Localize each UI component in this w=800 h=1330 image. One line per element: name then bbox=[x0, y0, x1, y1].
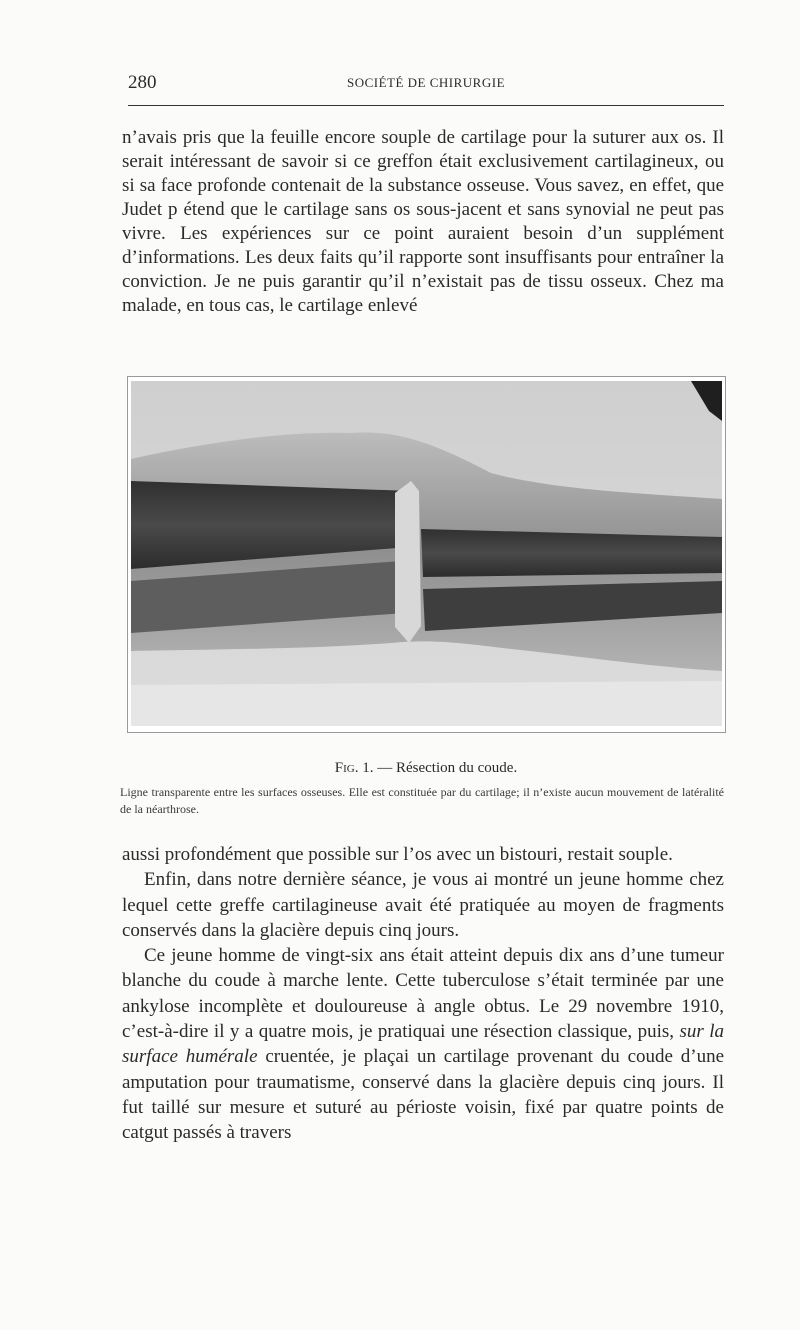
figure-label: Fig. 1. bbox=[334, 760, 374, 776]
paragraph-3 bbox=[122, 943, 724, 1145]
figure-caption bbox=[128, 760, 724, 777]
running-title: SOCIÉTÉ DE CHIRURGIE bbox=[346, 75, 506, 90]
paragraph-3-part-b: cruentée, je plaçai un cartilage provenant du coude d’une amputation pour traumatisme, conservé dans la glacière depuis cinq jours. Il fut taillé sur mesure et suturé au périoste voisin, fixé par quatre points de catgut passés à travers bbox=[122, 1046, 725, 1144]
body-text-bottom bbox=[122, 842, 724, 1146]
paragraph-3-italic: sur la surface humérale bbox=[122, 1021, 724, 1068]
figure-radiograph bbox=[127, 376, 726, 733]
running-header bbox=[128, 72, 724, 96]
figure-title: — Résection du coude. bbox=[377, 760, 518, 776]
page-number: 280 bbox=[128, 72, 157, 93]
paragraph-2: Enfin, dans notre dernière séance, je vous ai montré un jeune homme chez lequel cette greffe cartilagineuse avait été pratiquée au moyen de fragments conservés dans la glacière depuis cinq jours. bbox=[122, 869, 724, 941]
paragraph-continuation: aussi profondément que possible sur l’os avec un bistouri, restait souple. bbox=[122, 844, 673, 865]
body-paragraph-top: n’avais pris que la feuille encore souple de cartilage pour la suturer aux os. Il serait intéressant de savoir si ce greffon était exclusivement cartilagineux, ou si sa face profonde contenait de la substance osseuse. Vous savez, en effet, que Judet p étend que le cartilage sans os sous-jacent et sans synovial ne peut pas vivre. Les expériences sur ce point auraient besoin d’un supplément d’informations. Les deux faits qu’il rapporte sont insuffisants pour entraîner la conviction. Je ne puis garantir qu’il n’existait pas de tissu osseux. Chez ma malade, en tous cas, le cartilage enlevé bbox=[122, 127, 724, 316]
header-rule bbox=[128, 105, 724, 106]
paragraph-3-part-a: Ce jeune homme de vingt-six ans était atteint depuis dix ans d’une tumeur blanche du coude à marche lente. Cette tuberculose s’était terminée par une ankylose incomplète et douloureuse à angle obtus. Le 29 novembre 1910, c’est-à-dire il y a quatre mois, je pratiquai une résection classique, puis, bbox=[122, 945, 724, 1043]
figure-note: Ligne transparente entre les surfaces osseuses. Elle est constituée par du cartilage; il n’existe aucun mouvement de latéralité de la néarthrose. bbox=[120, 785, 724, 816]
elbow-xray-image bbox=[131, 381, 722, 726]
